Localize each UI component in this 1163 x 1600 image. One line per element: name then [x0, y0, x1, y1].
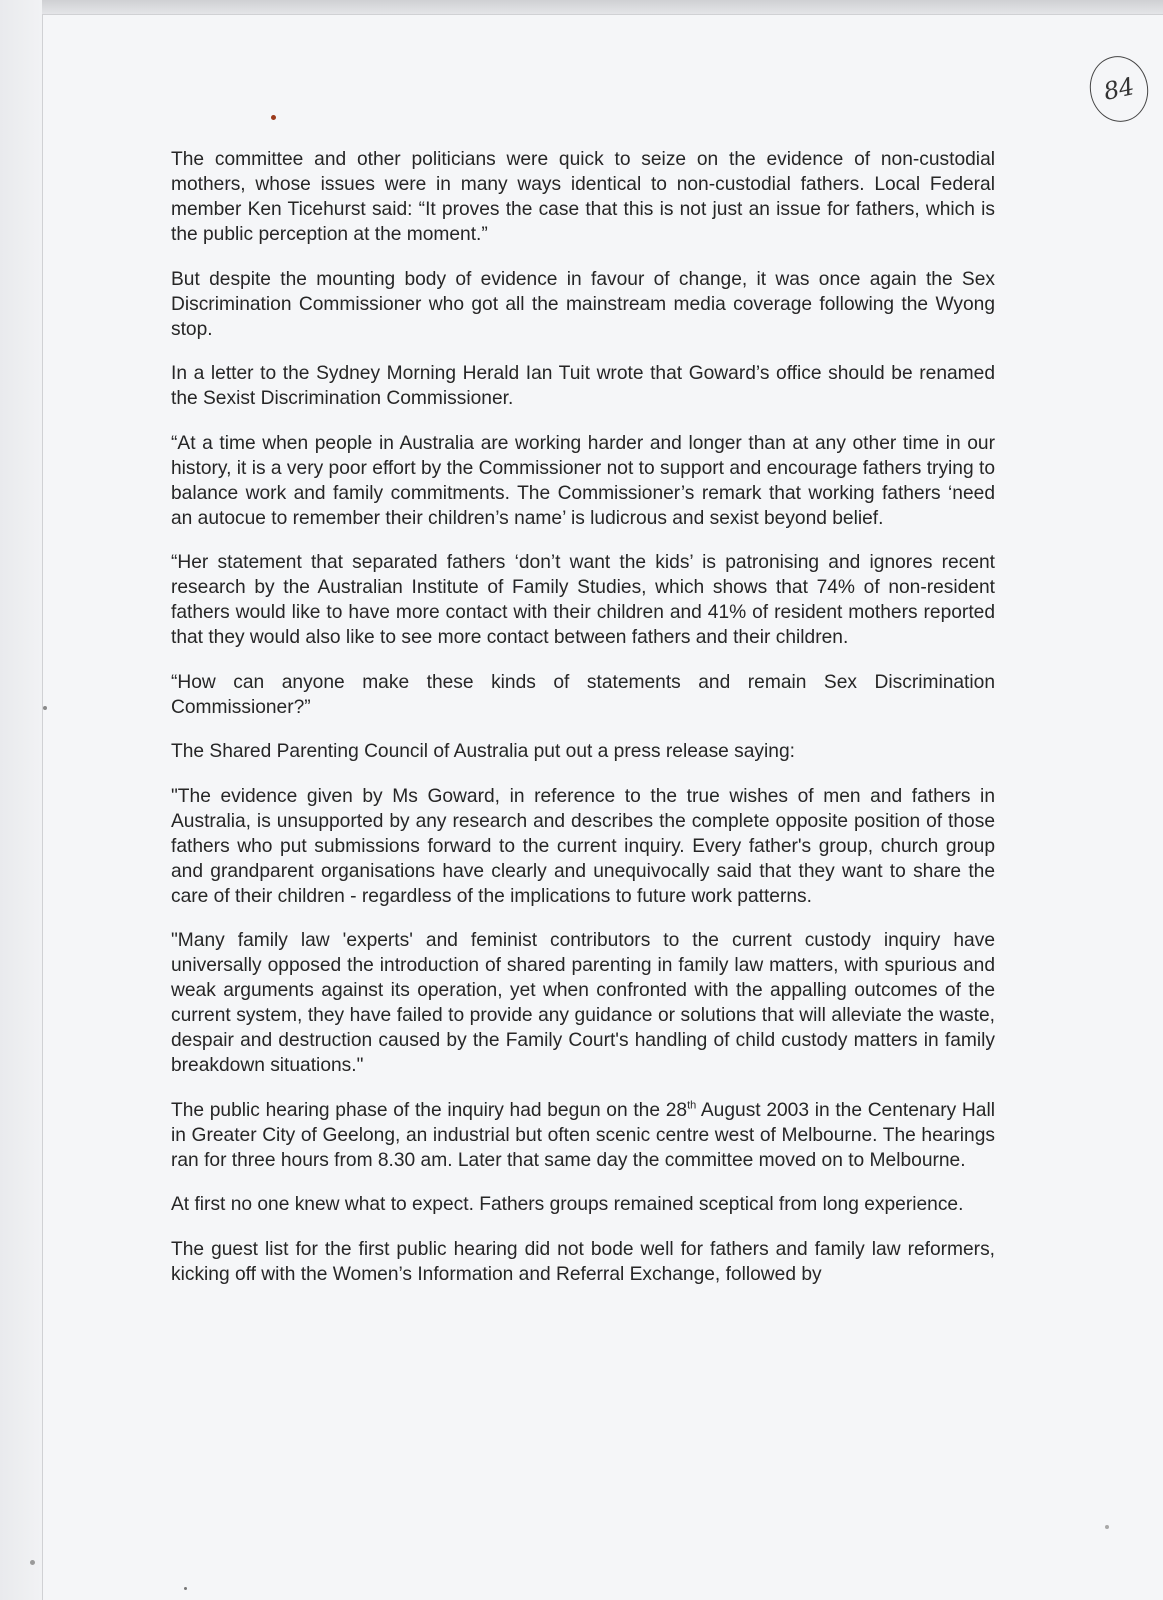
paragraph: “How can anyone make these kinds of statements and remain Sex Discrimination Commissioner?”: [171, 671, 995, 718]
scan-speck: [1105, 1525, 1109, 1529]
hearing-text-end: August 2003 in the Centenary Hall in Greater City of Geelong, an industrial but often scenic centre west of Melbourne. The hearings ran for three hours from 8.30 am. Later that same day the committee moved on to Melbourne.: [171, 1099, 995, 1171]
paragraph: In a letter to the Sydney Morning Herald Ian Tuit wrote that Goward’s office should be renamed the Sexist Discrimination Commissioner.: [171, 363, 995, 409]
ink-mark: [271, 115, 276, 120]
paragraph: “At a time when people in Australia are working harder and longer than at any other time in our history, it is a very poor effort by the Commissioner not to support and encourage fathers trying to balance work and family commitments. The Commissioner’s remark that working fathers ‘need an autocue to remember their children’s name’ is ludicrous and sexist beyond belief.: [171, 432, 995, 529]
paragraph: But despite the mounting body of evidence in favour of change, it was once again the Sex Discrimination Commissioner who got all the mainstream media coverage following the Wyong stop.: [171, 268, 995, 340]
document-body: [171, 147, 995, 1306]
paragraph: “Her statement that separated fathers ‘don’t want the kids’ is patronising and ignores recent research by the Australian Institute of Family Studies, which shows that 74% of non-resident fathers would like to have more contact with their children and 41% of resident mothers reported that they would also like to see more contact between fathers and their children.: [171, 552, 995, 648]
paragraph: The committee and other politicians were quick to seize on the evidence of non-custodial mothers, whose issues were in many ways identical to non-custodial fathers. Local Federal member Ken Ticehurst said: “It proves the case that this is not just an issue for fathers, which is the public perception at the moment.”: [171, 149, 995, 245]
scanner-top-edge: [0, 0, 1163, 14]
scan-speck: [30, 1560, 35, 1565]
scan-speck: [43, 706, 47, 710]
scan-speck: [184, 1587, 187, 1590]
paragraph-hearing: [171, 1098, 995, 1173]
paragraph: The guest list for the first public hearing did not bode well for fathers and family law reformers, kicking off with the Women’s Information and Referral Exchange, followed by: [171, 1238, 995, 1285]
ordinal-suffix: th: [687, 1099, 697, 1112]
scanner-left-edge: [0, 0, 42, 1600]
page-number-text: 84: [1101, 72, 1137, 106]
hearing-text-start: The public hearing phase of the inquiry had begun on the 28: [171, 1099, 688, 1121]
paragraph: The Shared Parenting Council of Australia put out a press release saying:: [171, 741, 795, 762]
paragraph: "The evidence given by Ms Goward, in reference to the true wishes of men and fathers in Australia, is unsupported by any research and describes the complete opposite position of those fathers who put submissions forward to the current inquiry. Every father's group, church group and grandparent organisations have clearly and unequivocally said that they want to share the care of their children - regardless of the implications to future work patterns.: [171, 785, 995, 907]
paragraph: "Many family law 'experts' and feminist contributors to the current custody inquiry have universally opposed the introduction of shared parenting in family law matters, with spurious and weak arguments against its operation, yet when confronted with the appalling outcomes of the current system, they have failed to provide any guidance or solutions that will alleviate the waste, despair and destruction caused by the Family Court's handling of child custody matters in family breakdown situations.": [171, 930, 995, 1076]
paragraph: At first no one knew what to expect. Fathers groups remained sceptical from long experience.: [171, 1194, 964, 1215]
